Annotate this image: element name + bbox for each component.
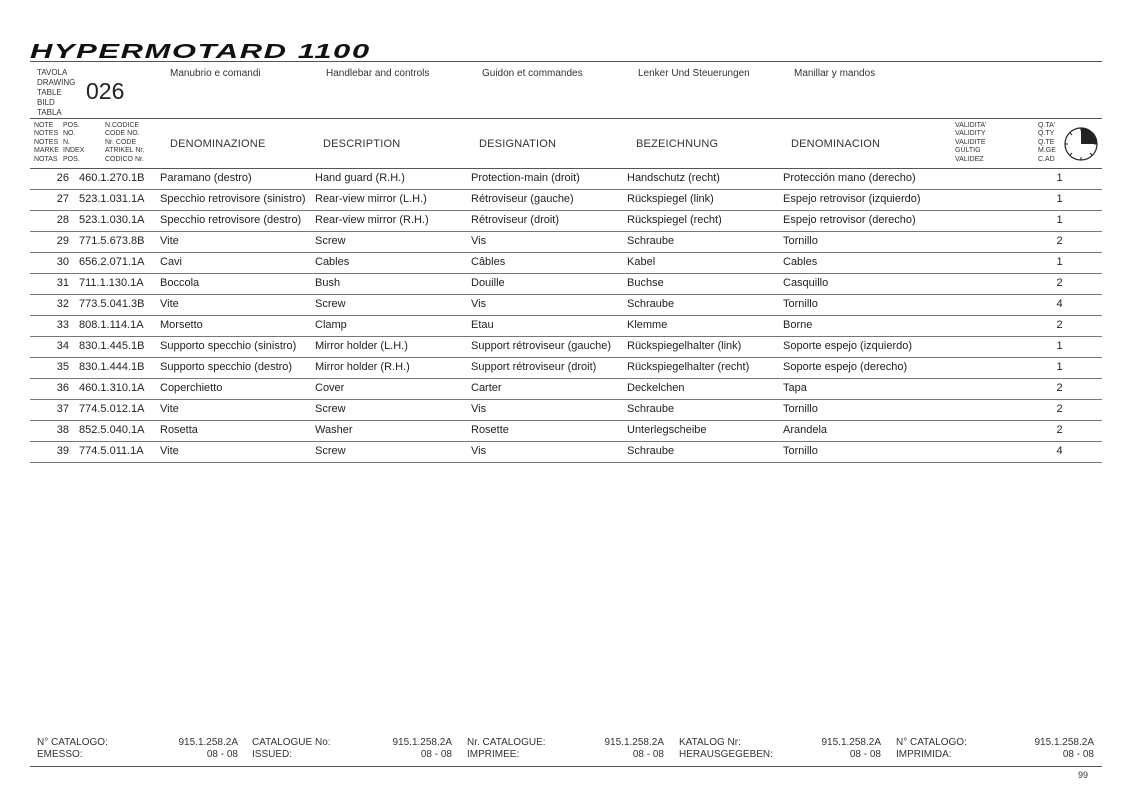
pos-label: NO. xyxy=(63,130,76,138)
cell-code: 808.1.114.1A xyxy=(79,316,160,337)
cell-es: Tapa xyxy=(783,379,943,400)
catalogue-number: 915.1.258.2A xyxy=(178,737,238,748)
title-french: Guidon et commandes xyxy=(482,68,583,79)
cell-code: 774.5.012.1A xyxy=(79,400,160,421)
table-row xyxy=(30,211,1102,232)
cell-val xyxy=(943,190,1023,211)
footer-values xyxy=(584,737,664,761)
footer-label: KATALOG Nr: xyxy=(679,737,741,748)
tavola-label: TABLA xyxy=(37,108,62,117)
cell-en: Washer xyxy=(315,421,471,442)
parts-table xyxy=(30,169,1102,463)
cell-val xyxy=(943,295,1023,316)
cell-pos: 39 xyxy=(30,442,79,463)
note-label: NOTE xyxy=(34,122,54,129)
cell-en: Screw xyxy=(315,232,471,253)
note-labels xyxy=(34,122,59,164)
cell-code: 773.5.041.3B xyxy=(79,295,160,316)
cell-es: Casquillo xyxy=(783,274,943,295)
code-labels xyxy=(105,122,144,164)
cell-pos: 34 xyxy=(30,337,79,358)
table-row xyxy=(30,253,1102,274)
cell-fr: Support rétroviseur (droit) xyxy=(471,358,627,379)
cell-fr: Vis xyxy=(471,295,627,316)
footer-values xyxy=(158,737,238,761)
qty-label: M.GE xyxy=(1038,147,1056,155)
tavola-label: TABLE xyxy=(37,88,62,97)
note-label: NOTES xyxy=(34,130,59,138)
footer-col-es xyxy=(896,737,1094,761)
table-row xyxy=(30,442,1102,463)
page-number: 99 xyxy=(1078,770,1089,780)
note-label: NOTES xyxy=(34,138,59,146)
cell-it: Boccola xyxy=(160,274,315,295)
cell-pos: 31 xyxy=(30,274,79,295)
title-italian: Manubrio e comandi xyxy=(170,68,261,79)
cell-qty: 1 xyxy=(1023,190,1102,211)
cell-code: 460.1.270.1B xyxy=(79,169,160,190)
cell-fr: Rétroviseur (gauche) xyxy=(471,190,627,211)
col-denominacion: DENOMINACION xyxy=(791,138,881,150)
cell-qty: 1 xyxy=(1023,358,1102,379)
footer-label: N° CATALOGO: xyxy=(896,737,967,748)
cell-code: 656.2.071.1A xyxy=(79,253,160,274)
cell-pos: 33 xyxy=(30,316,79,337)
cell-qty: 2 xyxy=(1023,232,1102,253)
issue-date: 08 - 08 xyxy=(849,749,881,760)
cell-es: Tornillo xyxy=(783,400,943,421)
cell-de: Schraube xyxy=(627,232,783,253)
clock-icon xyxy=(1063,126,1099,162)
qty-label: Q.TY xyxy=(1038,130,1055,138)
cell-de: Klemme xyxy=(627,316,783,337)
cell-pos: 27 xyxy=(30,190,79,211)
table-row xyxy=(30,169,1102,190)
cell-fr: Vis xyxy=(471,442,627,463)
cell-val xyxy=(943,211,1023,232)
cell-en: Clamp xyxy=(315,316,471,337)
cell-fr: Câbles xyxy=(471,253,627,274)
cell-code: 711.1.130.1A xyxy=(79,274,160,295)
footer-values xyxy=(372,737,452,761)
cell-code: 830.1.445.1B xyxy=(79,337,160,358)
header-rule xyxy=(30,61,1102,62)
cell-en: Cover xyxy=(315,379,471,400)
cell-es: Tornillo xyxy=(783,232,943,253)
cell-en: Screw xyxy=(315,295,471,316)
pos-label: POS. xyxy=(63,155,80,163)
cell-en: Cables xyxy=(315,253,471,274)
cell-it: Specchio retrovisore (destro) xyxy=(160,211,315,232)
cell-val xyxy=(943,442,1023,463)
cell-val xyxy=(943,316,1023,337)
cell-es: Borne xyxy=(783,316,943,337)
cell-fr: Carter xyxy=(471,379,627,400)
cell-val xyxy=(943,253,1023,274)
hypermotard-logo: HYPERMOTARD 1100 xyxy=(30,41,371,63)
cell-en: Hand guard (R.H.) xyxy=(315,169,471,190)
cell-pos: 26 xyxy=(30,169,79,190)
tavola-number: 026 xyxy=(86,78,125,104)
tavola-label: DRAWING xyxy=(37,78,76,87)
cell-de: Buchse xyxy=(627,274,783,295)
catalogue-number: 915.1.258.2A xyxy=(604,737,664,748)
cell-en: Screw xyxy=(315,442,471,463)
catalogue-number: 915.1.258.2A xyxy=(392,737,452,748)
issue-date: 08 - 08 xyxy=(206,749,238,760)
cell-code: 830.1.444.1B xyxy=(79,358,160,379)
cell-de: Rückspiegel (link) xyxy=(627,190,783,211)
catalogue-number: 915.1.258.2A xyxy=(821,737,881,748)
cell-pos: 29 xyxy=(30,232,79,253)
cell-it: Vite xyxy=(160,295,315,316)
qty-label: C.AD xyxy=(1038,155,1055,163)
cell-code: 460.1.310.1A xyxy=(79,379,160,400)
cell-es: Protección mano (derecho) xyxy=(783,169,943,190)
footer-label: HERAUSGEGEBEN: xyxy=(679,749,773,760)
cell-de: Deckelchen xyxy=(627,379,783,400)
table-row xyxy=(30,421,1102,442)
title-spanish: Manillar y mandos xyxy=(794,68,876,79)
cell-es: Soporte espejo (izquierdo) xyxy=(783,337,943,358)
cell-it: Coperchietto xyxy=(160,379,315,400)
qty-label: Q.TE xyxy=(1038,138,1055,146)
cell-fr: Vis xyxy=(471,400,627,421)
cell-val xyxy=(943,337,1023,358)
cell-es: Tornillo xyxy=(783,442,943,463)
validity-label: VALIDITE xyxy=(955,138,986,146)
cell-it: Paramano (destro) xyxy=(160,169,315,190)
cell-es: Cables xyxy=(783,253,943,274)
cell-code: 852.5.040.1A xyxy=(79,421,160,442)
col-description: DESCRIPTION xyxy=(323,138,401,150)
cell-val xyxy=(943,274,1023,295)
note-label: MARKE xyxy=(34,147,59,155)
cell-pos: 30 xyxy=(30,253,79,274)
cell-qty: 4 xyxy=(1023,442,1102,463)
cell-val xyxy=(943,358,1023,379)
cell-fr: Rétroviseur (droit) xyxy=(471,211,627,232)
table-row xyxy=(30,358,1102,379)
cell-de: Schraube xyxy=(627,295,783,316)
cell-val xyxy=(943,169,1023,190)
code-label: N.CODICE xyxy=(105,122,140,129)
cell-es: Soporte espejo (derecho) xyxy=(783,358,943,379)
cell-de: Schraube xyxy=(627,400,783,421)
cell-code: 774.5.011.1A xyxy=(79,442,160,463)
cell-qty: 1 xyxy=(1023,337,1102,358)
cell-pos: 32 xyxy=(30,295,79,316)
footer-values xyxy=(801,737,881,761)
footer-label: Nr. CATALOGUE: xyxy=(467,737,546,748)
table-row xyxy=(30,400,1102,421)
footer-col-de xyxy=(679,737,881,761)
cell-qty: 1 xyxy=(1023,253,1102,274)
cell-en: Mirror holder (R.H.) xyxy=(315,358,471,379)
table-row xyxy=(30,316,1102,337)
cell-it: Vite xyxy=(160,232,315,253)
cell-de: Handschutz (recht) xyxy=(627,169,783,190)
cell-code: 523.1.030.1A xyxy=(79,211,160,232)
cell-qty: 2 xyxy=(1023,421,1102,442)
cell-it: Vite xyxy=(160,442,315,463)
cell-es: Arandela xyxy=(783,421,943,442)
pos-label: INDEX xyxy=(63,147,85,155)
cell-code: 771.5.673.8B xyxy=(79,232,160,253)
table-row xyxy=(30,274,1102,295)
cell-es: Espejo retrovisor (izquierdo) xyxy=(783,190,943,211)
cell-en: Bush xyxy=(315,274,471,295)
validity-label: VALIDITA' xyxy=(955,122,987,129)
code-label: CODICO Nr. xyxy=(105,155,144,163)
cell-fr: Protection-main (droit) xyxy=(471,169,627,190)
col-bezeichnung: BEZEICHNUNG xyxy=(636,138,719,150)
validity-labels xyxy=(955,122,986,164)
cell-pos: 37 xyxy=(30,400,79,421)
footer-label: CATALOGUE No: xyxy=(252,737,331,748)
table-row xyxy=(30,190,1102,211)
cell-en: Rear-view mirror (R.H.) xyxy=(315,211,471,232)
footer-label: EMESSO: xyxy=(37,749,83,760)
cell-de: Kabel xyxy=(627,253,783,274)
qty-label: Q.TA' xyxy=(1038,122,1056,129)
footer-col-en xyxy=(252,737,452,761)
code-label: CODE NO. xyxy=(105,130,140,138)
cell-en: Mirror holder (L.H.) xyxy=(315,337,471,358)
issue-date: 08 - 08 xyxy=(1062,749,1094,760)
cell-de: Rückspiegel (recht) xyxy=(627,211,783,232)
cell-es: Espejo retrovisor (derecho) xyxy=(783,211,943,232)
cell-code: 523.1.031.1A xyxy=(79,190,160,211)
footer-col-it xyxy=(37,737,238,761)
pos-label: POS. xyxy=(63,122,80,129)
cell-en: Rear-view mirror (L.H.) xyxy=(315,190,471,211)
validity-label: VALIDEZ xyxy=(955,155,984,163)
cell-qty: 2 xyxy=(1023,274,1102,295)
footer-values xyxy=(1014,737,1094,761)
cell-qty: 4 xyxy=(1023,295,1102,316)
footer-rule xyxy=(30,766,1102,767)
cell-de: Rückspiegelhalter (recht) xyxy=(627,358,783,379)
col-denominazione: DENOMINAZIONE xyxy=(170,138,266,150)
table-row xyxy=(30,337,1102,358)
cell-qty: 2 xyxy=(1023,400,1102,421)
footer-label: ISSUED: xyxy=(252,749,293,760)
title-english: Handlebar and controls xyxy=(326,68,430,79)
cell-pos: 38 xyxy=(30,421,79,442)
cell-fr: Etau xyxy=(471,316,627,337)
validity-label: GÜLTIG xyxy=(955,147,981,155)
cell-it: Specchio retrovisore (sinistro) xyxy=(160,190,315,211)
pos-label: N. xyxy=(63,138,70,146)
note-label: NOTAS xyxy=(34,155,58,163)
table-row xyxy=(30,379,1102,400)
cell-it: Supporto specchio (destro) xyxy=(160,358,315,379)
footer-label: IMPRIMIDA: xyxy=(896,749,952,760)
code-label: ATRIKEL Nr. xyxy=(105,147,145,155)
cell-val xyxy=(943,400,1023,421)
cell-fr: Rosette xyxy=(471,421,627,442)
cell-qty: 2 xyxy=(1023,316,1102,337)
issue-date: 08 - 08 xyxy=(420,749,452,760)
table-row xyxy=(30,295,1102,316)
issue-date: 08 - 08 xyxy=(632,749,664,760)
cell-fr: Douille xyxy=(471,274,627,295)
col-designation: DESIGNATION xyxy=(479,138,557,150)
cell-val xyxy=(943,232,1023,253)
code-label: Nr. CODE xyxy=(105,138,137,146)
title-german: Lenker Und Steuerungen xyxy=(638,68,750,79)
cell-en: Screw xyxy=(315,400,471,421)
cell-pos: 28 xyxy=(30,211,79,232)
cell-pos: 36 xyxy=(30,379,79,400)
footer-label: IMPRIMEE: xyxy=(467,749,520,760)
cell-es: Tornillo xyxy=(783,295,943,316)
validity-label: VALIDITY xyxy=(955,130,986,138)
cell-it: Morsetto xyxy=(160,316,315,337)
cell-it: Supporto specchio (sinistro) xyxy=(160,337,315,358)
cell-fr: Vis xyxy=(471,232,627,253)
cell-it: Vite xyxy=(160,400,315,421)
cell-de: Schraube xyxy=(627,442,783,463)
catalogue-number: 915.1.258.2A xyxy=(1034,737,1094,748)
column-header-top-rule xyxy=(30,118,1102,119)
cell-qty: 1 xyxy=(1023,211,1102,232)
cell-val xyxy=(943,379,1023,400)
cell-val xyxy=(943,421,1023,442)
cell-it: Rosetta xyxy=(160,421,315,442)
cell-fr: Support rétroviseur (gauche) xyxy=(471,337,627,358)
tavola-labels xyxy=(37,68,75,118)
footer-col-fr xyxy=(467,737,664,761)
tavola-label: TAVOLA xyxy=(37,68,68,77)
cell-de: Rückspiegelhalter (link) xyxy=(627,337,783,358)
cell-qty: 1 xyxy=(1023,169,1102,190)
tavola-label: BILD xyxy=(37,98,55,107)
pos-labels xyxy=(63,122,84,164)
cell-it: Cavi xyxy=(160,253,315,274)
table-row xyxy=(30,232,1102,253)
cell-qty: 2 xyxy=(1023,379,1102,400)
qty-labels xyxy=(1038,122,1056,164)
cell-de: Unterlegscheibe xyxy=(627,421,783,442)
footer-label: N° CATALOGO: xyxy=(37,737,108,748)
cell-pos: 35 xyxy=(30,358,79,379)
